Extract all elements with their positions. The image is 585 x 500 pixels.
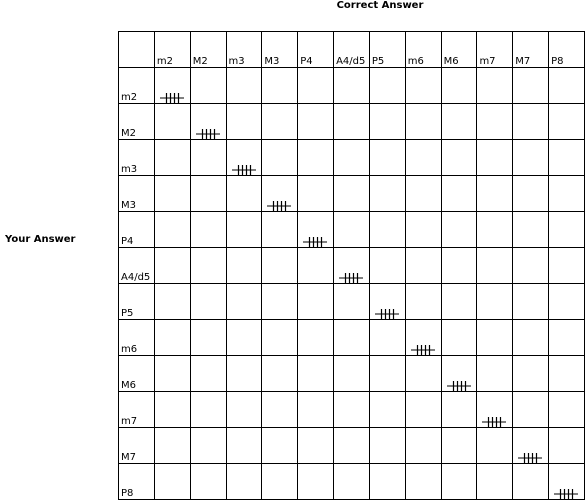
- row-header-label: P8: [121, 488, 134, 499]
- matrix-cell: [369, 284, 405, 320]
- matrix-cell: [369, 104, 405, 140]
- matrix-cell: [549, 248, 585, 284]
- matrix-cell: [226, 320, 262, 356]
- matrix-cell: [405, 176, 441, 212]
- matrix-cell: [298, 284, 334, 320]
- matrix-cell: [190, 140, 226, 176]
- matrix-cell: [549, 176, 585, 212]
- tally-icon: [482, 416, 508, 427]
- matrix-cell: [190, 356, 226, 392]
- matrix-cell: [441, 464, 477, 500]
- tally-icon: [196, 128, 222, 139]
- matrix-cell: [369, 320, 405, 356]
- matrix-cell: [477, 320, 513, 356]
- matrix-cell: [226, 392, 262, 428]
- matrix-cell: [513, 104, 549, 140]
- matrix-cell: [405, 464, 441, 500]
- matrix-cell: [441, 248, 477, 284]
- column-header-label: A4/d5: [336, 56, 366, 67]
- matrix-row: [119, 284, 585, 320]
- matrix-cell: [477, 104, 513, 140]
- matrix-cell: [441, 68, 477, 104]
- column-header: [369, 32, 405, 68]
- matrix-row: [119, 356, 585, 392]
- tally-icon: [160, 92, 186, 103]
- matrix-cell: [369, 392, 405, 428]
- your-answer-heading: Your Answer: [5, 234, 76, 245]
- matrix-cell: [298, 392, 334, 428]
- matrix-cell: [154, 284, 190, 320]
- matrix-cell: [477, 140, 513, 176]
- matrix-row: [119, 176, 585, 212]
- matrix-cell: [334, 356, 370, 392]
- matrix-cell: [405, 212, 441, 248]
- row-header: [119, 212, 155, 248]
- matrix-cell: [549, 140, 585, 176]
- column-header-label: m3: [228, 56, 245, 67]
- matrix-cell: [477, 428, 513, 464]
- matrix-cell: [262, 68, 298, 104]
- matrix-cell: [477, 248, 513, 284]
- matrix-cell: [226, 464, 262, 500]
- matrix-cell: [226, 356, 262, 392]
- row-header: [119, 392, 155, 428]
- row-header-label: P4: [121, 236, 134, 247]
- matrix-row: [119, 464, 585, 500]
- matrix-cell: [190, 284, 226, 320]
- matrix-cell: [513, 392, 549, 428]
- matrix-row: [119, 68, 585, 104]
- tally-mark: [447, 380, 473, 391]
- row-header: [119, 248, 155, 284]
- matrix-cell: [405, 428, 441, 464]
- row-header-label: m2: [121, 92, 138, 103]
- matrix-cell: [369, 356, 405, 392]
- matrix-cell: [334, 392, 370, 428]
- matrix-cell: [441, 284, 477, 320]
- matrix-cell: [298, 176, 334, 212]
- matrix-cell: [334, 428, 370, 464]
- matrix-row: [119, 248, 585, 284]
- column-header-label: P4: [300, 56, 313, 67]
- matrix-cell: [513, 356, 549, 392]
- matrix-cell: [226, 104, 262, 140]
- matrix-cell: [226, 68, 262, 104]
- tally-mark: [411, 344, 437, 355]
- tally-mark: [196, 128, 222, 139]
- matrix-cell: [405, 140, 441, 176]
- confusion-matrix: [118, 31, 585, 500]
- tally-mark: [232, 164, 258, 175]
- tally-icon: [232, 164, 258, 175]
- column-header-label: P5: [371, 56, 385, 67]
- matrix-cell: [154, 428, 190, 464]
- matrix-cell: [226, 140, 262, 176]
- matrix-row: [119, 212, 585, 248]
- tally-mark: [482, 416, 508, 427]
- matrix-cell: [477, 284, 513, 320]
- matrix-cell: [549, 284, 585, 320]
- tally-icon: [375, 308, 401, 319]
- tally-mark: [303, 236, 329, 247]
- matrix-cell: [262, 212, 298, 248]
- matrix-cell: [441, 428, 477, 464]
- matrix-cell: [298, 248, 334, 284]
- matrix-cell: [262, 464, 298, 500]
- matrix-cell: [298, 212, 334, 248]
- matrix-cell: [513, 284, 549, 320]
- matrix-cell: [334, 320, 370, 356]
- matrix-cell: [549, 212, 585, 248]
- tally-mark: [339, 272, 365, 283]
- row-header-label: M3: [121, 200, 136, 211]
- matrix-row: [119, 428, 585, 464]
- matrix-cell: [262, 248, 298, 284]
- matrix-cell: [334, 140, 370, 176]
- matrix-cell: [298, 104, 334, 140]
- column-header: [262, 32, 298, 68]
- row-header-label: M7: [121, 452, 136, 463]
- matrix-cell: [262, 284, 298, 320]
- column-header: [298, 32, 334, 68]
- column-header: [405, 32, 441, 68]
- matrix-cell: [154, 176, 190, 212]
- matrix-cell: [190, 320, 226, 356]
- correct-answer-heading: Correct Answer: [336, 0, 424, 11]
- tally-mark: [160, 92, 186, 103]
- matrix-cell: [549, 104, 585, 140]
- matrix-cell: [262, 428, 298, 464]
- matrix-cell: [154, 392, 190, 428]
- column-header: [190, 32, 226, 68]
- matrix-cell: [513, 140, 549, 176]
- matrix-cell: [441, 176, 477, 212]
- row-header: [119, 428, 155, 464]
- matrix-cell: [369, 464, 405, 500]
- row-header-label: M6: [121, 380, 136, 391]
- matrix-cell: [298, 464, 334, 500]
- matrix-cell: [477, 176, 513, 212]
- column-header: [477, 32, 513, 68]
- matrix-cell: [405, 104, 441, 140]
- matrix-cell: [334, 212, 370, 248]
- matrix-cell: [477, 392, 513, 428]
- matrix-cell: [405, 284, 441, 320]
- matrix-cell: [298, 320, 334, 356]
- column-header: [513, 32, 549, 68]
- matrix-cell: [226, 176, 262, 212]
- row-header-label: m6: [121, 344, 138, 355]
- matrix-cell: [405, 320, 441, 356]
- matrix-cell: [226, 248, 262, 284]
- tally-icon: [303, 236, 329, 247]
- matrix-cell: [226, 284, 262, 320]
- matrix-cell: [549, 68, 585, 104]
- column-header-label: M3: [264, 56, 280, 67]
- row-header: [119, 68, 155, 104]
- matrix-cell: [441, 392, 477, 428]
- matrix-cell: [334, 464, 370, 500]
- matrix-cell: [262, 140, 298, 176]
- tally-icon: [554, 488, 580, 499]
- matrix-cell: [154, 212, 190, 248]
- tally-icon: [518, 452, 544, 463]
- row-header: [119, 464, 155, 500]
- column-header-label: M7: [515, 56, 531, 67]
- matrix-cell: [513, 68, 549, 104]
- matrix-cell: [154, 68, 190, 104]
- matrix-cell: [477, 212, 513, 248]
- matrix-cell: [154, 464, 190, 500]
- tally-mark: [375, 308, 401, 319]
- matrix-cell: [513, 212, 549, 248]
- row-header: [119, 320, 155, 356]
- row-header: [119, 356, 155, 392]
- matrix-cell: [190, 464, 226, 500]
- tally-icon: [339, 272, 365, 283]
- column-header-label: m6: [407, 56, 424, 67]
- matrix-cell: [477, 68, 513, 104]
- matrix-row: [119, 392, 585, 428]
- column-header-label: m2: [156, 56, 173, 67]
- row-header: [119, 104, 155, 140]
- matrix-cell: [334, 104, 370, 140]
- matrix-cell: [334, 176, 370, 212]
- matrix-cell: [190, 68, 226, 104]
- column-header: [154, 32, 190, 68]
- matrix-cell: [190, 248, 226, 284]
- matrix-cell: [190, 392, 226, 428]
- matrix-cell: [262, 320, 298, 356]
- matrix-cell: [369, 428, 405, 464]
- column-header: [549, 32, 585, 68]
- column-header-label: M2: [192, 56, 208, 67]
- row-header-label: P5: [121, 308, 134, 319]
- matrix-cell: [441, 140, 477, 176]
- matrix-cell: [190, 212, 226, 248]
- matrix-cell: [441, 356, 477, 392]
- matrix-cell: [441, 104, 477, 140]
- row-header-label: M2: [121, 128, 136, 139]
- matrix-cell: [154, 356, 190, 392]
- matrix-cell: [513, 464, 549, 500]
- matrix-cell: [369, 212, 405, 248]
- matrix-cell: [549, 464, 585, 500]
- matrix-cell: [262, 176, 298, 212]
- matrix-cell: [262, 392, 298, 428]
- matrix-row: [119, 140, 585, 176]
- matrix-cell: [334, 248, 370, 284]
- matrix-cell: [154, 320, 190, 356]
- matrix-cell: [226, 428, 262, 464]
- column-header-label: m7: [479, 56, 496, 67]
- tally-icon: [411, 344, 437, 355]
- row-header: [119, 176, 155, 212]
- matrix-cell: [334, 68, 370, 104]
- matrix-cell: [369, 68, 405, 104]
- matrix-cell: [477, 356, 513, 392]
- matrix-row: [119, 320, 585, 356]
- matrix-cell: [369, 140, 405, 176]
- matrix-cell: [513, 428, 549, 464]
- matrix-cell: [190, 428, 226, 464]
- matrix-cell: [405, 356, 441, 392]
- matrix-cell: [369, 176, 405, 212]
- tally-mark: [267, 200, 293, 211]
- matrix-cell: [513, 320, 549, 356]
- tally-mark: [518, 452, 544, 463]
- row-header: [119, 284, 155, 320]
- matrix-cell: [298, 356, 334, 392]
- matrix-cell: [405, 68, 441, 104]
- matrix-cell: [549, 320, 585, 356]
- column-header-label: M6: [443, 56, 459, 67]
- row-header-label: A4/d5: [121, 272, 151, 283]
- column-header: [441, 32, 477, 68]
- matrix-cell: [441, 320, 477, 356]
- matrix-cell: [262, 356, 298, 392]
- matrix-cell: [190, 104, 226, 140]
- tally-mark: [554, 488, 580, 499]
- row-header: [119, 140, 155, 176]
- matrix-cell: [190, 176, 226, 212]
- matrix-cell: [298, 140, 334, 176]
- matrix-cell: [549, 392, 585, 428]
- matrix-cell: [226, 212, 262, 248]
- column-header: [334, 32, 370, 68]
- matrix-cell: [441, 212, 477, 248]
- row-header-label: m3: [121, 164, 138, 175]
- column-header: [226, 32, 262, 68]
- matrix-cell: [549, 356, 585, 392]
- matrix-cell: [334, 284, 370, 320]
- matrix-cell: [477, 464, 513, 500]
- matrix-cell: [154, 140, 190, 176]
- matrix-cell: [513, 176, 549, 212]
- matrix-cell: [154, 104, 190, 140]
- matrix-cell: [549, 428, 585, 464]
- matrix-cell: [298, 428, 334, 464]
- matrix-cell: [154, 248, 190, 284]
- corner-cell: [119, 32, 155, 68]
- matrix-cell: [405, 392, 441, 428]
- column-header-label: P8: [551, 56, 564, 67]
- matrix-cell: [369, 248, 405, 284]
- matrix-cell: [405, 248, 441, 284]
- tally-icon: [447, 380, 473, 391]
- tally-icon: [267, 200, 293, 211]
- matrix-cell: [298, 68, 334, 104]
- matrix-cell: [513, 248, 549, 284]
- matrix-row: [119, 104, 585, 140]
- header-row: [119, 32, 585, 68]
- row-header-label: m7: [121, 416, 138, 427]
- matrix-cell: [262, 104, 298, 140]
